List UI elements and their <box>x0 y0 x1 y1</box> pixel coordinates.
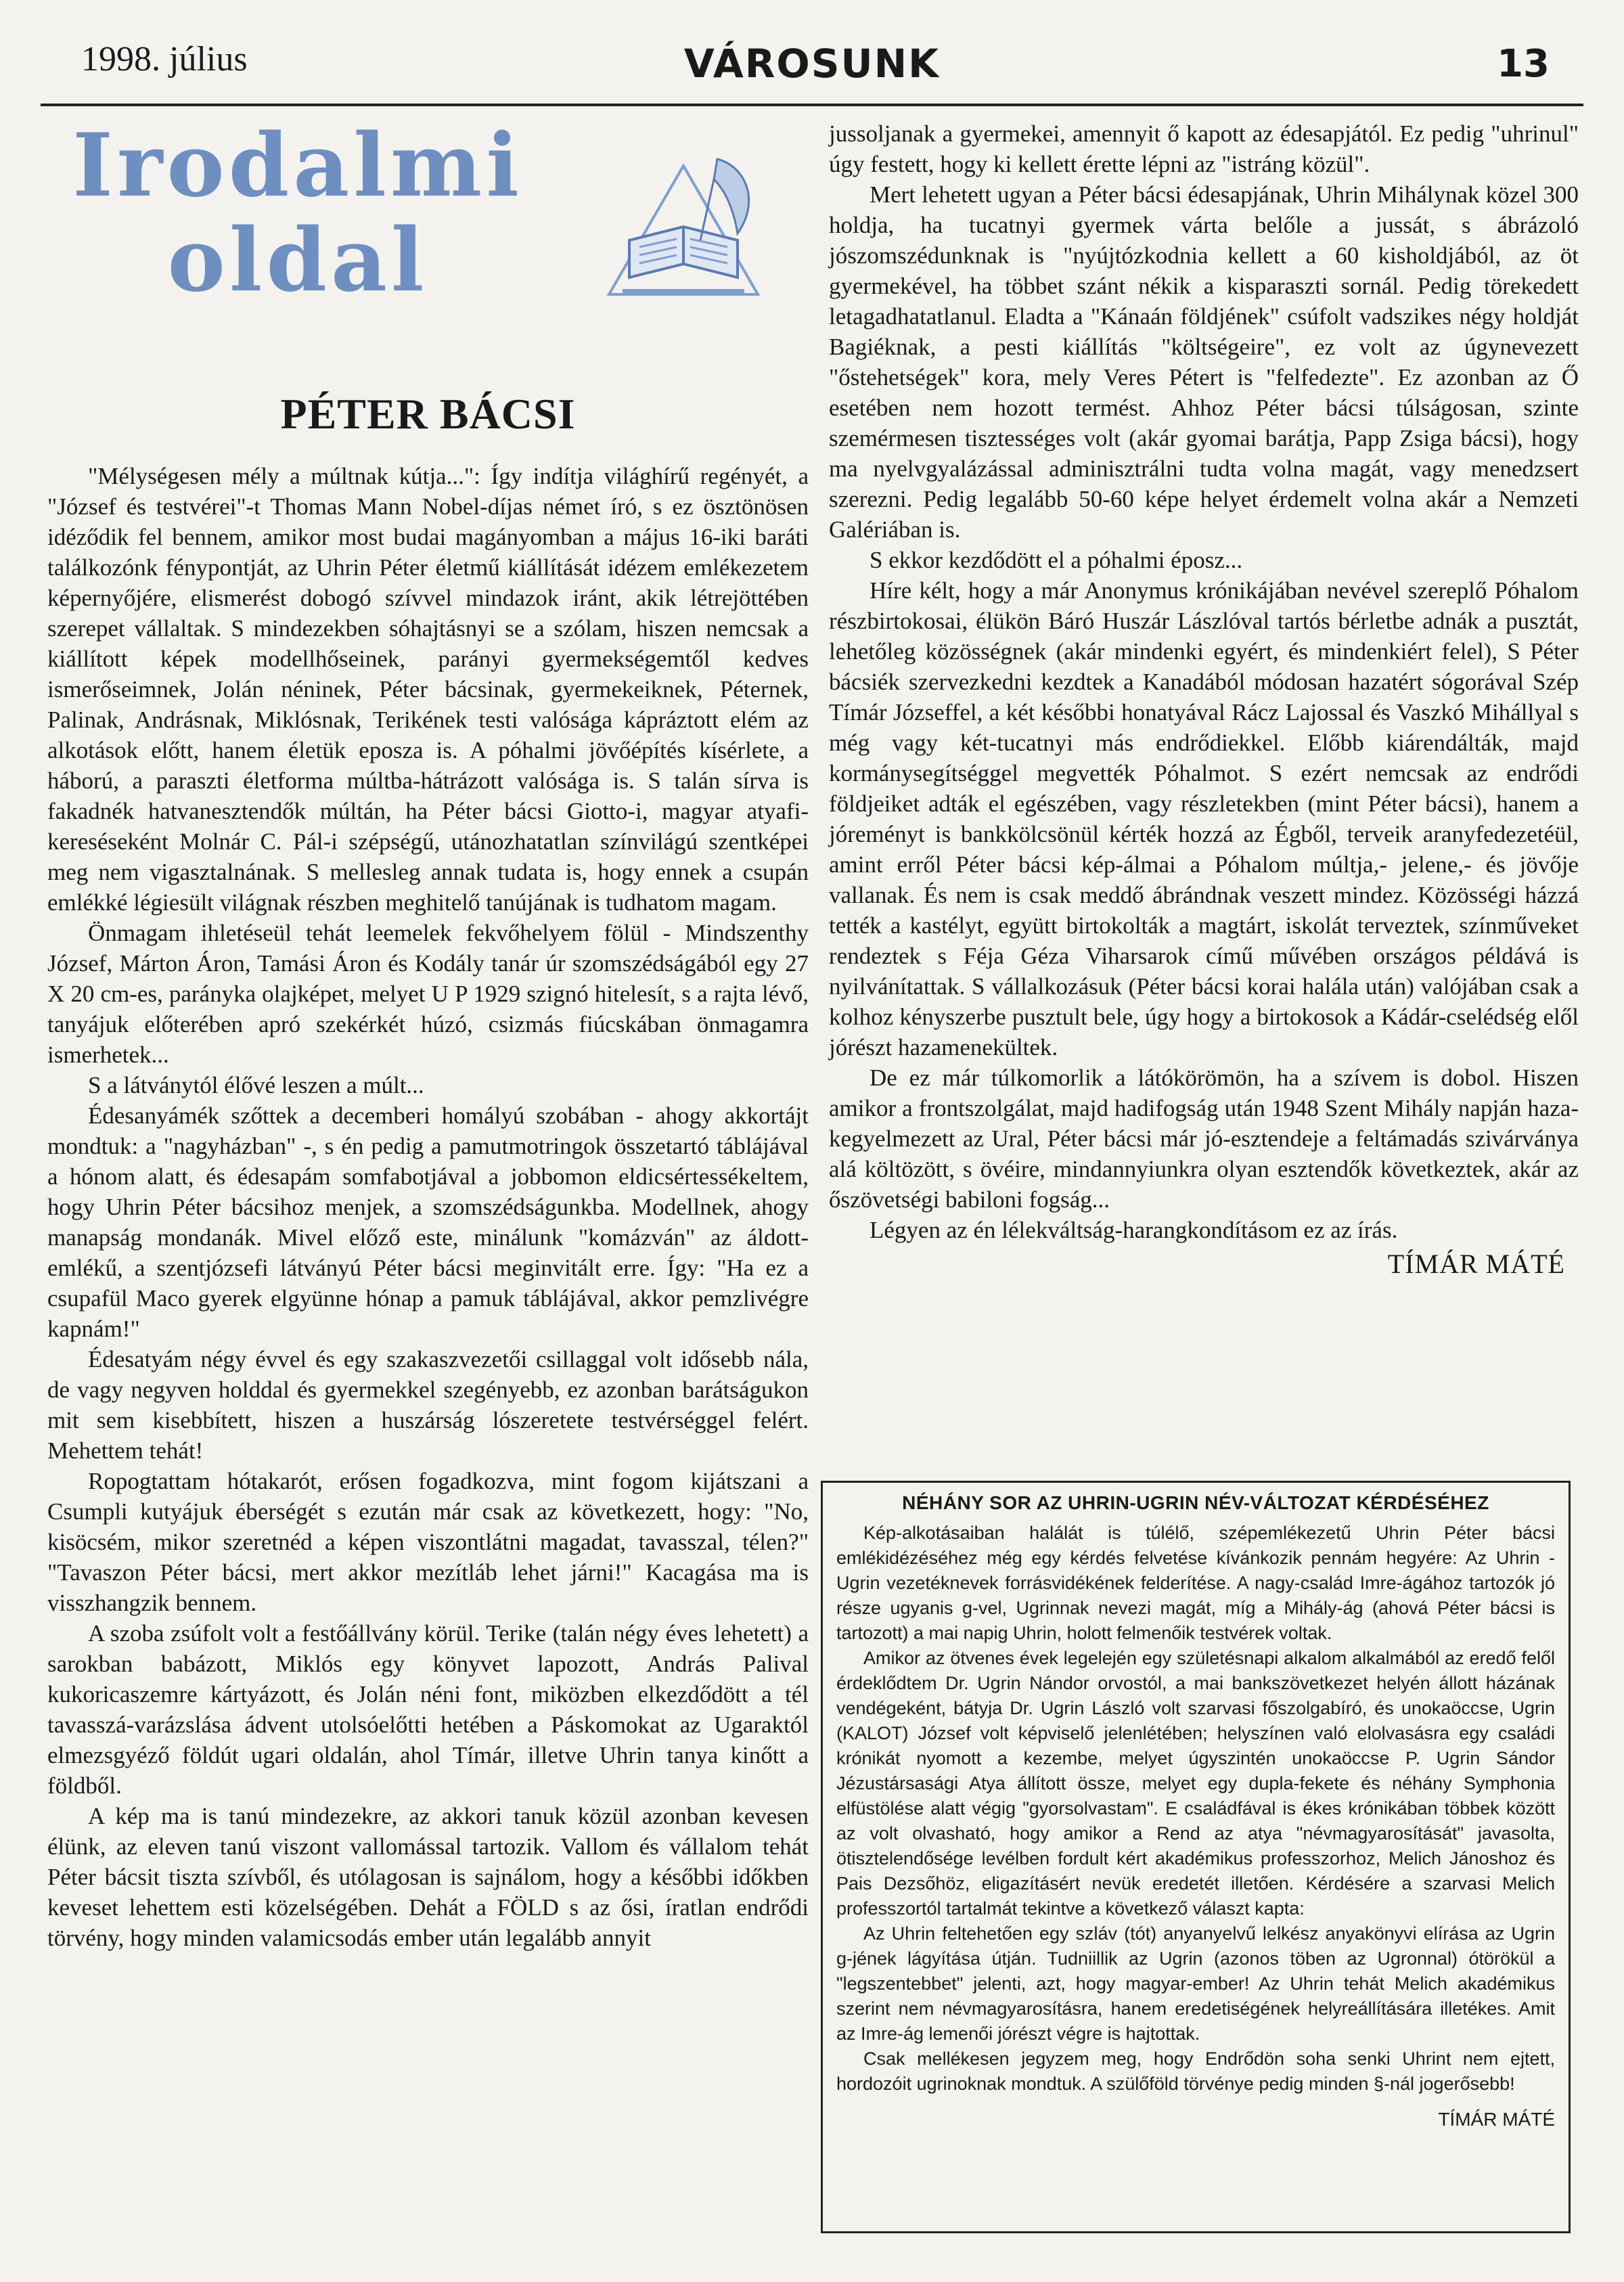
article-title: PÉTER BÁCSI <box>280 390 576 438</box>
article-body-left <box>47 461 809 1953</box>
article-body-right <box>829 118 1579 1245</box>
article-paragraph: Édesatyám négy évvel és egy szakaszvezetői csillaggal volt idősebb nála, de vagy negyven holddal és gyermekkel szegényebb, ez azonban barátságukon mit sem kisebbített, hiszen a huszárság lószeretete testvérséggel felért. Mehettem tehát! <box>47 1346 809 1464</box>
section-masthead <box>47 115 809 389</box>
header-rule <box>41 104 1583 106</box>
sidebar-box <box>821 1481 1571 2233</box>
right-column <box>829 118 1579 1280</box>
issue-date: 1998. július <box>81 40 248 79</box>
article-signature: TÍMÁR MÁTÉ <box>1387 1249 1565 1279</box>
sidebar-paragraph: Kép-alkotásaiban halálát is túlélő, szépemlékezetű Uhrin Péter bácsi emlékidézéséhez még egy kérdés felvetése kívánkozik pennám hegyére: Az Uhrin - Ugrin vezetéknevek forrásvidékének felderítése. A nagy-család Imre-ágához tartozók jó része ugyanis g-vel, Ugrinnak nevezi magát, míg a Mihály-ág (ahová Péter bácsi is tartozott) a mai napig Uhrin, holott felmenőik testvérek voltak. <box>836 1523 1555 1643</box>
article-paragraph: De ez már túlkomorlik a látókörömön, ha a szívem is dobol. Hiszen amikor a frontszolgálat, majd hadifogság után 1948 Szent Mihály napján haza-kegyelmezett az Ural, Péter bácsi már jó-esztendeje a feltámadás szivárványa alá költözött, s övéire, mindannyiunkra olyan esztendők következtek, akár az őszövetségi babiloni fogság... <box>829 1065 1579 1213</box>
article-paragraph: Önmagam ihletéseül tehát leemelek fekvőhelyem fölül - Mindszenthy József, Márton Áron, Tamási Áron és Kodály tanár úr szomszédságából egy 27 X 20 cm-es, parányka olajképet, melyet U P 1929 szignó hitelesít, s a rajta lévő, tanyájuk előterében apró szekérkét húzó, csizmás fiúcskában önmagamra ismerhetek... <box>47 920 809 1068</box>
article-paragraph: A szoba zsúfolt volt a festőállvány körül. Terike (talán négy éves lehetett) a sarokban babázott, Miklós egy könyvet lapozott, András Palival kukoricaszemre kártyázott, és Jolán néni font, miközben elkezdődött a tél tavasszá-varázslása ádvent utolsóelőtti hetében a Páskomokat az Ugaraktól elmezsgyéző földút ugari oldalán, ahol Tímár, illetve Uhrin tanya kinőtt a földből. <box>47 1620 809 1799</box>
section-title-line1: Irodalmi <box>72 115 523 217</box>
article-paragraph: Légyen az én lélekváltság-harangkondításom ez az írás. <box>870 1217 1398 1243</box>
sidebar-paragraph: Az Uhrin feltehetően egy szláv (tót) anyanyelvű lelkész anyakönyvi elírása az Ugrin g-jének lágyítása útján. Tudniillik az Ugrin (azonos töben az Ugronnal) ótörökül a "legszentebbet" jelenti, azt, hogy magyar-ember! Az Uhrin tehát Melich akadémikus szerint nem névmagyarosításra, hanem eredetiségének helyreállítására illetékes. Amit az Imre-ág lemenői jórészt végre is hajtottak. <box>836 1923 1555 2044</box>
newspaper-name: VÁROSUNK <box>683 41 941 87</box>
article-paragraph: S a látványtól élővé leszen a múlt... <box>88 1072 424 1098</box>
sidebar-paragraph: Csak mellékesen jegyzem meg, hogy Endrődön soha senki Uhrint nem ejtett, hordozóit ugrinoknak mondtuk. A szülőföld törvénye pedig minden §-nál jogerősebb! <box>836 2049 1555 2094</box>
article-paragraph: Híre kélt, hogy a már Anonymus krónikájában nevével szereplő Póhalom részbirtokosai, élükön Báró Huszár Lászlóval tartós bérletbe adnák a pusztát, lehetőleg közösségnek (akár mindenki egyért, és mindenkiért felel), S Péter bácsiék szervezkedni kezdtek a Kanadából módosan hazatért sógorával Szép Tímár Józseffel, a két későbbi honatyával Rácz Lajossal és Vaszkó Mihállyal s még vagy két-tucatnyi más endrődiekkel. Előbb kiárendálták, majd kormánysegítséggel megvették Póhalmot. S ezért nemcsak az endrődi földjeiket adták el egészében, vagy részletekben (mint Péter bácsi), hanem a jóreményt is bankkölcsönül kérték hozzá az Égből, terveik aranyfedezetéül, amint erről Péter bácsi kép-álmai a Póhalom múltja,- jelene,- és jövője vallanak. És nem is csak meddő ábrándnak veszett mindez. Közösségi házzá tették a kastélyt, együtt birtokolták a magtárt, iskolát terveztek, színműveket rendeztek s Féja Géza Viharsarok című művében országos példává is nyilvánítattak. S vállalkozásuk (Péter bácsi korai halála után) valójában csak a kolhoz kényszerbe pusztult bele, úgy hogy a birtokosok a Kádár-cselédség elől jórészt hazamenekültek. <box>829 577 1579 1060</box>
section-title <box>47 115 548 311</box>
sidebar-paragraph: Amikor az ötvenes évek legelején egy születésnapi alkalom alkalmából az eredő felől érdeklődtem Dr. Ugrin Nándor orvostól, a mai bankszövetkezet helyén állott házának vendégeként, bátyja Dr. Ugrin László volt szarvasi főszolgabíró, és unokaöccse, Ugrin (KALOT) József volt képviselő jelenlétében; helyszínen való elolvasásra egy családi krónikát nyomott a kezembe, melyet úgyszintén unokaöccse P. Ugrin Sándor Jézustársasági Atya állított össze, melyet egy dupla-fekete és néhány Symphonia elfüstölése alatt végig "gyorsolvastam". E családfával is ékes krónikában többek között az volt olvasható, hogy amikor a Rend az atya "névmagyarosítását" javasolta, ötisztelendősége levélben fordult kért akadémikus professzorhoz, Melich Jánoshoz és Pais Dezsőhöz, eligazításért nevük eredetét illetően. Kérdésére a szarvasi Melich professzortól tartalmát tekintve a következő választ kapta: <box>836 1648 1555 1919</box>
article-paragraph: Mert lehetett ugyan a Péter bácsi édesapjának, Uhrin Mihálynak közel 300 holdja, ha tucatnyi gyermek várta belőle a jussát, s ábrázoló jószomszédunknak is "nyújtózkodnia kellett a 60 kisholdjából, az öt gyermekével, ha többet szánt nékik a kisparaszti sornál. Pedig törekedett letagadhatatlanul. Eladta a "Kánaán földjének" csúfolt vadszikes négy holdját Bagiéknak, a pesti kiállítás "költségeire", ez volt az úgynevezett "őstehetségek" kora, mely Veres Pétert is "felfedezte". Ez azonban az Ő esetében nem hozott termést. Ahhoz Péter bácsi túlságosan, szinte szemérmesen tisztességes volt (akár gyomai barátja, Papp Zsiga bácsi), hogy ma nyelvgyalázással adminisztrálni tudta volna magát, vagy menedzsert szerezni. Pedig legalább 50-60 képe helyet érdemelt volna akár a Nemzeti Galériában is. <box>829 181 1579 543</box>
article-paragraph: "Mélységesen mély a múltnak kútja...": Így indítja világhírű regényét, a "József és testvérei"-t Thomas Mann Nobel-díjas német író, s ez ösztönösen idéződik fel bennem, amikor most budai magányomban a május 16-iki baráti találkozónk fénypontját, az Uhrin Péter életmű kiállítását idézem emlékezetem képernyőjére, elismerést dobogó szívvel mindazok iránt, akik létrejöttében szerepet vállaltak. S mindezekben sóhajtásnyi se a szólam, hiszen nemcsak a kiállított képek modellhőseinek, parányi gyermekségemtől kedves ismerőseimnek, Jolán néninek, Péter bácsinak, gyermekeiknek, Péternek, Palinak, Andrásnak, Miklósnak, Terikének testi valósága kápráztott elém az alkotások előtt, hanem életük eposza is. A póhalmi jövőépítés kísérlete, a háború, a paraszti életforma múltba-hátrázott valósága is. S talán sírva is fakadnék hatvanesztendők múltán, ha Péter bácsi Giotto-i, magyar atyafi-kereséseként Molnár C. Pál-i szépségű, utánozhatatlan színvilágú szentképei meg nem vigasztalnának. S mellesleg annak tudata is, hogy ennek a csupán emlékké légiesült világnak részben meghitelő tanújának is tudhatom magam. <box>47 463 809 916</box>
article-paragraph: A kép ma is tanú mindezekre, az akkori tanuk közül azonban kevesen élünk, az eleven tanú viszont vallomással tartozik. Vallom és vállalom tehát Péter bácsit tiszta szívből, és utólagosan is sajnálom, hogy a későbbi időkben keveset lehettem esti közelségében. Dehát a FÖLD s az ősi, íratlan endrődi törvény, hogy minden valamicsodás ember után legalább annyit <box>47 1803 809 1951</box>
page-number: 13 <box>1497 42 1550 86</box>
sidebar-signature: TÍMÁR MÁTÉ <box>1438 2109 1555 2130</box>
article-paragraph: Ropogtattam hótakarót, erősen fogadkozva, mint fogom kijátszani a Csumpli kutyájuk éberségét s ezután már csak az következett, hogy: "No, kisöcsém, mikor szeretnéd a képen viszontlátni magadat, tavasszal, télen?" "Tavaszon Péter bácsi, mert akkor mezítláb lehet járni!" Kacagása ma is visszhangzik bennem. <box>47 1468 809 1616</box>
article-paragraph: S ekkor kezdődött el a póhalmi éposz... <box>870 547 1243 573</box>
article-paragraph: Édesanyámék szőttek a decemberi homályú szobában - ahogy akkortájt mondtuk: a "nagyházban" -, s én pedig a pamutmotringok összetartó táblájával a hónom alatt, és édesapám somfabotjával a jobbomon eldicsértessékeltem, hogy Uhrin Péter bácsihoz menjek, a szomszédságunkba. Modellnek, ahogy manapság mondanák. Mivel előző este, minálunk "komázván" az áldott-emlékű, a szentjózsefi látványú Péter bácsi meginvitált erre. Így: "Ha ez a csupafül Maco gyerek elgyünne hónap a pamuk táblájával, akkor pemzlivégre kapnám!" <box>47 1102 809 1342</box>
book-and-quill-icon <box>582 139 785 315</box>
sidebar-body <box>836 1521 1555 2097</box>
left-column <box>47 115 809 1953</box>
article-paragraph: jussoljanak a gyermekei, amennyit ő kapott az édesapjától. Ez pedig "uhrinul" úgy festett, hogy ki kellett érette lépni az "istráng közül". <box>829 120 1579 177</box>
sidebar-title: NÉHÁNY SOR AZ UHRIN-UGRIN NÉV-VÁLTOZAT KÉRDÉSÉHEZ <box>902 1492 1489 1513</box>
page-header <box>41 39 1583 100</box>
section-title-line2: oldal <box>167 210 428 311</box>
